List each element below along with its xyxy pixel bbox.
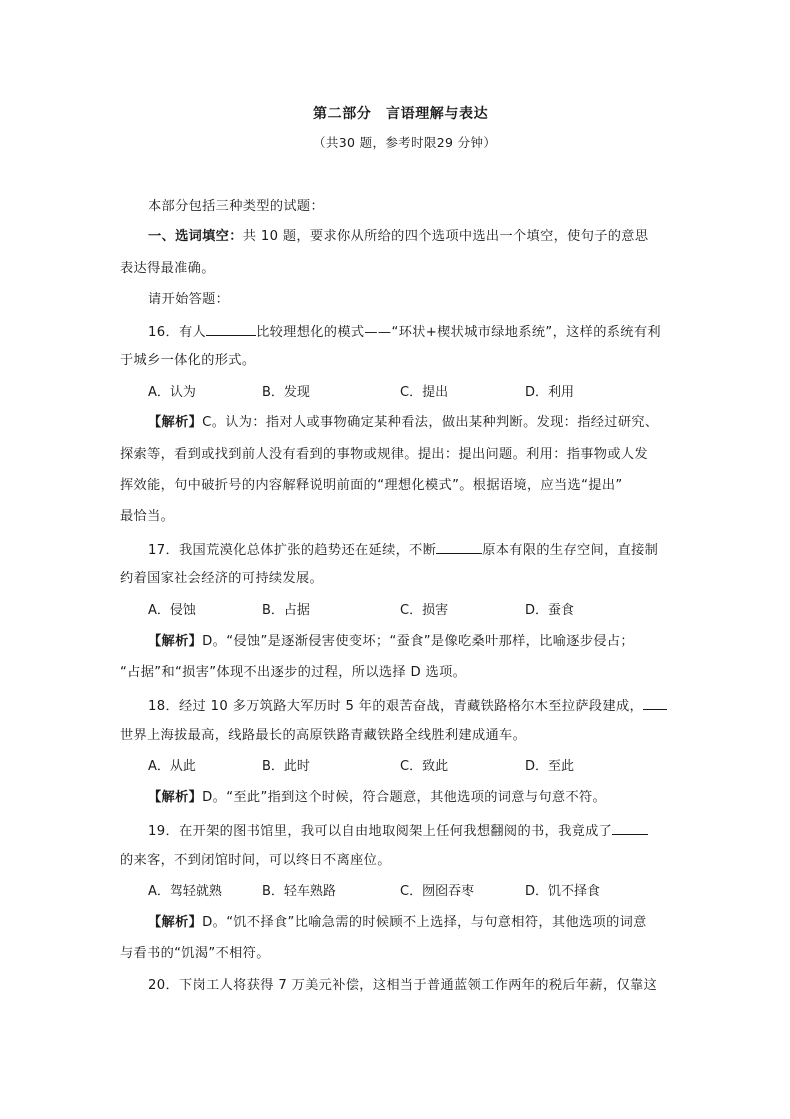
question-16-option-b: B．发现 (262, 385, 310, 400)
question-17-option-d: D．蚕食 (525, 603, 575, 618)
question-16-option-a: A．认为 (148, 385, 196, 400)
question-19-option-c: C．囫囵吞枣 (400, 884, 475, 899)
question-16-analysis-line: 挥效能，句中破折号的内容解释说明前面的“理想化模式”。根据语境，应当选“提出” (120, 478, 623, 493)
question-16-stem: 16．有人 比较理想化的模式——“环状+楔状城市绿地系统”，这样的系统有利 (148, 322, 661, 342)
answer-blank (612, 821, 648, 835)
question-18-option-b: B．此时 (262, 759, 310, 774)
question-19-stem-continued: 的来客，不到闭馆时间，可以终日不离座位。 (120, 853, 391, 868)
question-19-analysis-line: 与看书的“饥渴”不相符。 (120, 946, 270, 961)
question-17-analysis-line: “占据”和“损害”体现不出逐步的过程，所以选择 D 选项。 (120, 665, 467, 680)
question-18-stem: 18．经过 10 多万筑路大军历时 5 年的艰苦奋战，青藏铁路格尔木至拉萨段建成， (148, 696, 667, 716)
question-17-stem-continued: 约着国家社会经济的可持续发展。 (120, 571, 324, 586)
question-17-analysis: 【解析】D。“侵蚀”是逐渐侵害使变坏；“蚕食”是像吃桑叶那样，比喻逐步侵占； (148, 634, 634, 649)
section-text-continued: 表达得最准确。 (120, 261, 215, 276)
start-instruction: 请开始答题： (148, 292, 230, 307)
question-18-analysis: 【解析】D。“至此”指到这个时候，符合题意，其他选项的词意与句意不符。 (148, 790, 607, 805)
question-16-analysis-line: 最恰当。 (120, 509, 175, 524)
question-16-stem-continued: 于城乡一体化的形式。 (120, 353, 256, 368)
question-17-stem: 17．我国荒漠化总体扩张的趋势还在延续，不断 原本有限的生存空间，直接制 (148, 540, 658, 560)
analysis-label: 【解析】 (148, 415, 203, 430)
question-17-option-a: A．侵蚀 (148, 603, 196, 618)
answer-blank (643, 696, 667, 710)
question-16-analysis: 【解析】C。认为：指对人或事物确定某种看法，做出某种判断。发现：指经过研究、 (148, 415, 659, 430)
section-text: 共 10 题，要求你从所给的四个选项中选出一个填空，使句子的意思 (242, 229, 649, 244)
intro-text: 本部分包括三种类型的试题： (148, 199, 324, 214)
section-heading (148, 228, 648, 246)
question-17-option-b: B．占据 (262, 603, 310, 618)
analysis-label: 【解析】 (148, 915, 203, 930)
question-18-stem-continued: 世界上海拔最高，线路最长的高原铁路青藏铁路全线胜利建成通车。 (120, 728, 527, 743)
question-16-option-d: D．利用 (525, 385, 575, 400)
page-subtitle: （共30 题，参考时限29 分钟） (313, 135, 497, 150)
question-16-analysis-line: 探索等，看到或找到前人没有看到的事物或规律。提出：提出问题。利用：指事物或人发 (120, 447, 648, 462)
question-18-option-d: D．至此 (525, 759, 575, 774)
question-16-option-c: C．提出 (400, 385, 449, 400)
question-20-stem: 20．下岗工人将获得 7 万美元补偿，这相当于普通蓝领工作两年的税后年薪，仅靠这 (148, 978, 658, 993)
page-title: 第二部分 言语理解与表达 (313, 106, 489, 122)
answer-blank (436, 540, 482, 554)
question-19-analysis: 【解析】D。“饥不择食”比喻急需的时候顾不上选择，与句意相符，其他选项的词意 (148, 915, 647, 930)
question-19-stem: 19．在开架的图书馆里，我可以自由地取阅架上任何我想翻阅的书，我竟成了 (148, 821, 648, 841)
analysis-label: 【解析】 (148, 790, 203, 805)
question-18-option-c: C．致此 (400, 759, 449, 774)
question-19-option-d: D．饥不择食 (525, 884, 601, 899)
question-19-option-b: B．轻车熟路 (262, 884, 336, 899)
answer-blank (206, 322, 256, 336)
section-label: 一、选词填空： (148, 229, 243, 244)
question-19-option-a: A．驾轻就熟 (148, 884, 222, 899)
question-17-option-c: C．损害 (400, 603, 449, 618)
analysis-label: 【解析】 (148, 634, 203, 649)
question-18-option-a: A．从此 (148, 759, 196, 774)
